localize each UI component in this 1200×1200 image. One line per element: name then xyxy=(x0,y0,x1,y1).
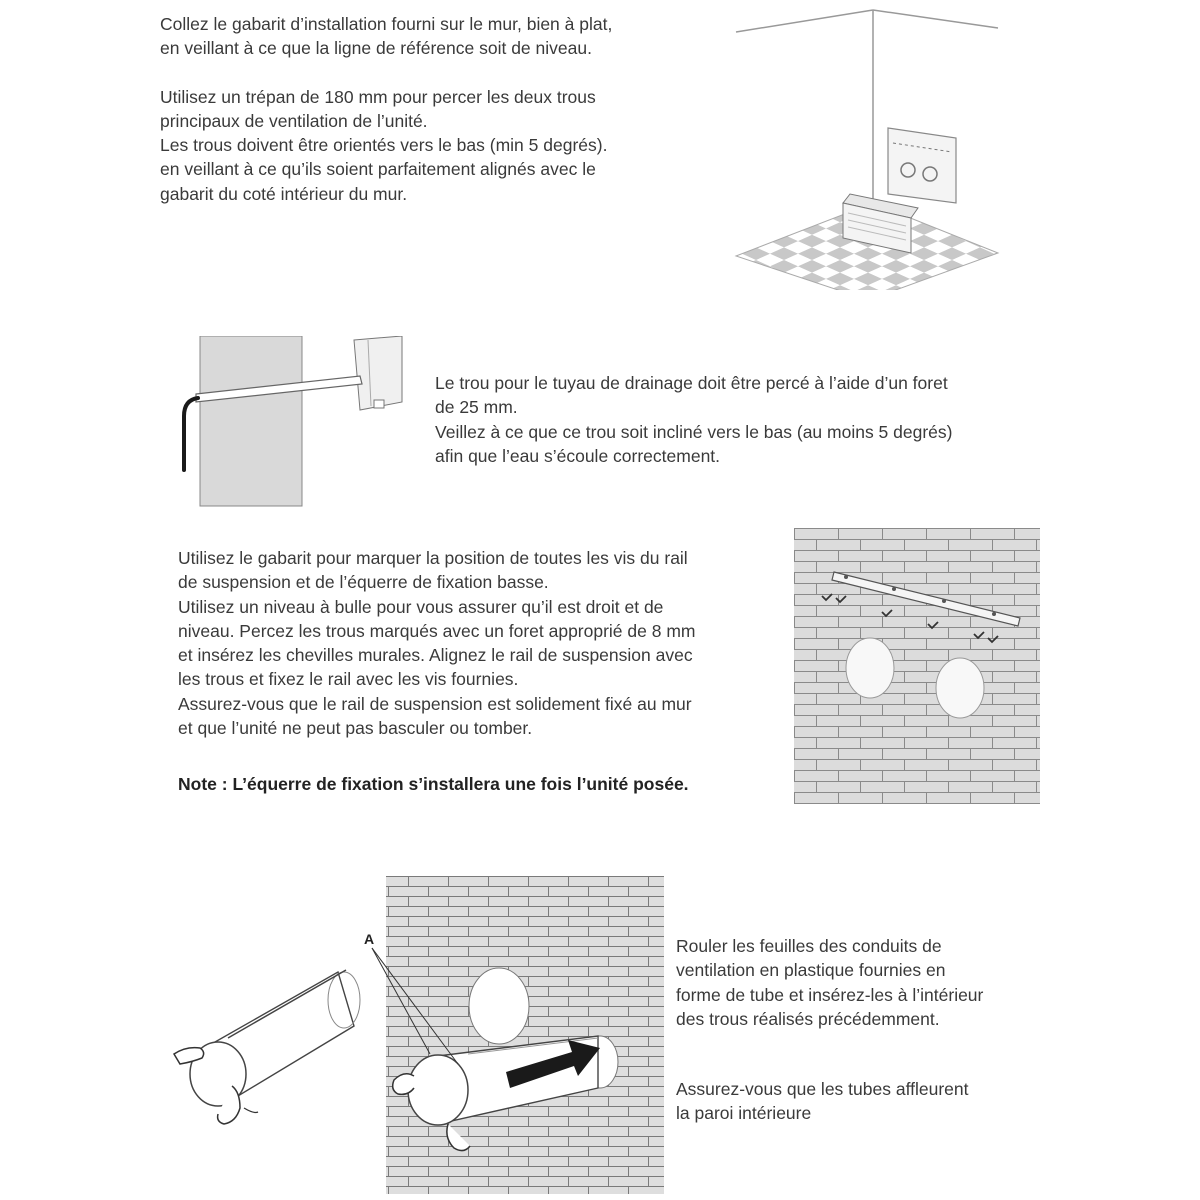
text-line: principaux de ventilation de l’unité. xyxy=(160,110,428,131)
text-line: de 25 mm. xyxy=(435,397,518,418)
text-line: les trous et fixez le rail avec les vis fournies. xyxy=(178,669,519,690)
text-line: et que l’unité ne peut pas basculer ou tomber. xyxy=(178,718,533,739)
text-line: niveau. Percez les trous marqués avec un foret approprié de 8 mm xyxy=(178,620,696,641)
section1-text xyxy=(160,12,612,206)
vent-hole xyxy=(936,658,984,718)
text-line: Les trous doivent être orientés vers le bas (min 5 degrés). xyxy=(160,135,608,156)
drain-pipe-illustration xyxy=(178,336,406,508)
text-line: des trous réalisés précédemment. xyxy=(676,1008,940,1029)
text-line: Le trou pour le tuyau de drainage doit être percé à l’aide d’un foret xyxy=(435,373,948,393)
text-line: ventilation en plastique fournies en xyxy=(676,960,946,981)
text-line: et insérez les chevilles murales. Alignez le rail de suspension avec xyxy=(178,645,693,666)
text-line: de suspension et de l’équerre de fixation basse. xyxy=(178,572,549,593)
brick-wall-rail-illustration xyxy=(794,528,1040,804)
text-line: gabarit du coté intérieur du mur. xyxy=(160,183,408,204)
text-line: afin que l’eau s’écoule correctement. xyxy=(435,445,721,466)
tube-rolling-illustration xyxy=(168,876,668,1196)
text-line: Utilisez le gabarit pour marquer la position de toutes les vis du rail xyxy=(178,548,688,568)
text-line: Assurez-vous que le rail de suspension est solidement fixé au mur xyxy=(178,693,692,714)
text-line: Utilisez un niveau à bulle pour vous assurer qu’il est droit et de xyxy=(178,596,664,617)
text-line: la paroi intérieure xyxy=(676,1103,812,1124)
text-line: en veillant à ce que la ligne de référence soit de niveau. xyxy=(160,38,592,59)
vent-hole xyxy=(846,638,894,698)
wall-template xyxy=(888,128,956,203)
text-line: Assurez-vous que les tubes affleurent xyxy=(676,1079,969,1100)
section4-text xyxy=(676,934,983,1126)
text-line: Utilisez un trépan de 180 mm pour percer les deux trous xyxy=(160,86,596,107)
text-line: en veillant à ce qu’ils soient parfaitement alignés avec le xyxy=(160,159,596,180)
text-line: forme de tube et insérez-les à l’intérieur xyxy=(676,984,984,1005)
text-line: Veillez à ce que ce trou soit incliné vers le bas (au moins 5 degrés) xyxy=(435,421,953,442)
text-line: Collez le gabarit d’installation fourni sur le mur, bien à plat, xyxy=(160,14,613,34)
installation-note: Note : L’équerre de fixation s’installera une fois l’unité posée. xyxy=(178,774,689,795)
text-line: Rouler les feuilles des conduits de xyxy=(676,936,942,956)
rolled-tube xyxy=(190,970,360,1106)
section2-text xyxy=(435,371,953,468)
room-template-illustration xyxy=(728,8,1004,290)
section3-text xyxy=(178,546,695,797)
label-a: A xyxy=(364,931,375,947)
